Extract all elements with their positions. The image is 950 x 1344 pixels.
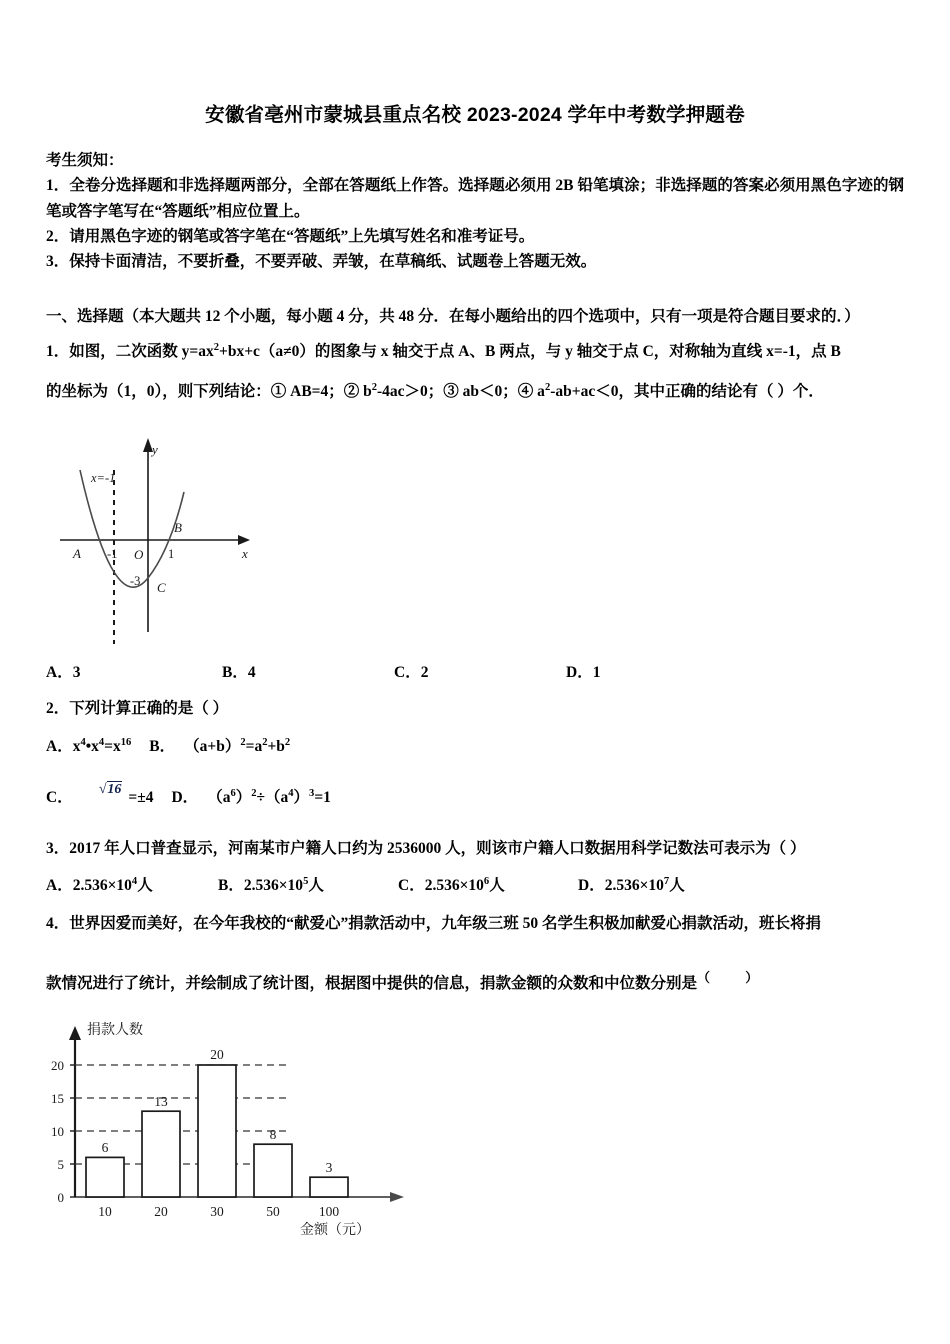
q3-option-d-base: 2.536×10 bbox=[604, 877, 664, 895]
bar-value-label-100: 3 bbox=[325, 1160, 333, 1175]
ytick-label-5: 5 bbox=[57, 1157, 64, 1172]
q2-option-a-sup3: 16 bbox=[120, 736, 132, 748]
square-root-icon: √16 bbox=[98, 781, 122, 797]
y-axis-label: y bbox=[152, 442, 158, 457]
q2-option-a-base1: x bbox=[72, 737, 81, 755]
parabola-curve bbox=[80, 470, 184, 587]
notice-item-3: 3．保持卡面清洁，不要折叠，不要弄破、弄皱，在草稿纸、试题卷上答题无效。 bbox=[46, 252, 597, 270]
x-axis-label: x bbox=[242, 546, 248, 561]
question-2-option-d[interactable] bbox=[171, 789, 330, 806]
q2-option-d-s3: 4 bbox=[288, 787, 294, 799]
parabola-svg bbox=[52, 432, 302, 664]
q2-option-a-eq: =x bbox=[104, 737, 121, 755]
question-3-option-d[interactable] bbox=[578, 873, 685, 895]
question-1-text-c: 的坐标为（1，0），则下列结论：① AB=4；② b bbox=[46, 382, 372, 400]
q3-option-c-sup: 6 bbox=[483, 876, 490, 888]
question-1-text-d: -4ac＞0；③ ab＜0；④ a bbox=[377, 382, 545, 400]
option-d-text: 1 bbox=[592, 663, 601, 681]
bar-x-axis-arrow bbox=[390, 1192, 404, 1202]
q2-option-b-t2: =a bbox=[245, 737, 263, 755]
q2-option-a-tag: A． bbox=[46, 737, 73, 755]
bar-y-axis-arrow bbox=[69, 1026, 81, 1040]
question-3-option-a[interactable] bbox=[46, 873, 218, 895]
q3-option-b-tag: B． bbox=[218, 877, 244, 895]
question-1-sup-3: 2 bbox=[544, 381, 551, 393]
xtick-label-30: 30 bbox=[210, 1204, 224, 1219]
q2-option-b-t3: +b bbox=[267, 737, 285, 755]
q3-option-a-tag: A． bbox=[46, 877, 73, 895]
bar-100 bbox=[310, 1177, 348, 1197]
question-3-number: 3． bbox=[46, 840, 70, 858]
q2-option-d-t2: ） bbox=[235, 788, 252, 806]
question-2-text: 下列计算正确的是（ ） bbox=[69, 699, 229, 717]
q3-option-b-unit: 人 bbox=[308, 877, 324, 895]
q2-option-b-t1: （a+b） bbox=[184, 737, 241, 755]
option-b-text: 4 bbox=[247, 663, 256, 681]
bar-10 bbox=[86, 1157, 124, 1197]
q3-option-a-unit: 人 bbox=[137, 877, 153, 895]
tick-label-neg1: -1 bbox=[107, 547, 118, 561]
section-heading-multiple-choice: 一、选择题（本大题共 12 个小题，每小题 4 分，共 48 分．在每小题给出的四个选项中，只有一项是符合题目要求的．） bbox=[46, 307, 860, 325]
q2-option-a-sup2: 4 bbox=[98, 736, 105, 748]
question-1-sup-2: 2 bbox=[371, 381, 378, 393]
option-c-text: 2 bbox=[420, 663, 429, 681]
point-b-label: B bbox=[174, 520, 182, 535]
q2-option-d-s2: 2 bbox=[251, 787, 257, 799]
bar-50 bbox=[254, 1144, 292, 1197]
ytick-label-15: 15 bbox=[51, 1091, 64, 1106]
q3-option-a-base: 2.536×10 bbox=[72, 877, 132, 895]
q2-option-a-mid: •x bbox=[85, 737, 99, 755]
question-1-option-c[interactable] bbox=[394, 660, 566, 682]
q3-option-d-tag: D． bbox=[578, 877, 605, 895]
question-4-stem-line2 bbox=[46, 971, 904, 996]
question-2-options-row1 bbox=[46, 735, 904, 760]
question-2-option-a[interactable] bbox=[46, 738, 131, 755]
question-1-option-d[interactable] bbox=[566, 660, 600, 682]
page-title: 安徽省亳州市蒙城县重点名校 2023-2024 学年中考数学押题卷 bbox=[205, 104, 745, 126]
question-1-sup-1: 2 bbox=[213, 342, 219, 354]
q2-option-c-tag: C． bbox=[46, 788, 73, 806]
ytick-label-0: 0 bbox=[57, 1190, 64, 1205]
q3-option-d-unit: 人 bbox=[669, 877, 685, 895]
q2-option-d-s1: 6 bbox=[230, 787, 236, 799]
question-3-option-c[interactable] bbox=[398, 873, 578, 895]
question-2-option-c[interactable] bbox=[46, 781, 154, 806]
bar-value-label-30: 20 bbox=[210, 1047, 224, 1062]
question-4-stem-line1 bbox=[46, 911, 904, 936]
q2-option-d-tag: D． bbox=[171, 788, 199, 806]
q3-option-d-sup: 7 bbox=[663, 876, 670, 888]
question-1-text-e: -ab+ac＜0，其中正确的结论有（ ）个． bbox=[550, 382, 824, 400]
xtick-label-50: 50 bbox=[266, 1204, 280, 1219]
q3-option-b-sup: 5 bbox=[303, 876, 309, 888]
question-1-text-a: 如图，二次函数 y=ax bbox=[69, 343, 214, 361]
x-axis-arrow bbox=[238, 535, 250, 545]
question-1-stem-line2 bbox=[46, 379, 904, 404]
question-2-number: 2． bbox=[46, 699, 70, 717]
question-2-options-row2 bbox=[46, 781, 904, 811]
q2-option-b-s3: 2 bbox=[284, 736, 291, 748]
bar-y-axis-title: 捐款人数 bbox=[87, 1023, 143, 1038]
tick-label-neg3: -3 bbox=[130, 574, 141, 588]
bar-x-axis-title: 金额（元） bbox=[300, 1223, 370, 1238]
question-4-text-1: 世界因爱而美好，在今年我校的“献爱心”捐款活动中，九年级三班 50 名学生积极加献爱心捐款活动，班长将捐 bbox=[69, 915, 822, 933]
q2-option-b-s2: 2 bbox=[262, 736, 268, 748]
bar-value-label-50: 8 bbox=[269, 1127, 277, 1142]
question-4-text-2: 款情况进行了统计，并绘制成了统计图，根据图中提供的信息，捐款金额的众数和中位数分别是 bbox=[46, 974, 698, 992]
point-c-label: C bbox=[157, 580, 166, 595]
question-1-number: 1． bbox=[46, 343, 70, 361]
q2-option-d-t5: =1 bbox=[314, 788, 331, 806]
question-2-stem bbox=[46, 696, 904, 721]
q2-option-c-eq: =±4 bbox=[128, 788, 154, 806]
q3-option-c-tag: C． bbox=[398, 877, 425, 895]
axis-symmetry-label: x=-1 bbox=[91, 471, 116, 485]
question-2-option-b[interactable] bbox=[149, 738, 290, 755]
question-4-number: 4． bbox=[46, 915, 70, 933]
q2-option-d-s4: 3 bbox=[309, 787, 315, 799]
question-1-text-b: +bx+c（a≠0）的图象与 x 轴交于点 A、B 两点，与 y 轴交于点 C，对称轴为直线 x=-1，点 B bbox=[219, 343, 841, 361]
q3-option-c-base: 2.536×10 bbox=[424, 877, 484, 895]
ytick-label-20: 20 bbox=[51, 1058, 64, 1073]
q2-option-d-t1: （a bbox=[207, 788, 231, 806]
option-c-tag: C． bbox=[394, 663, 421, 681]
bar-value-label-20: 13 bbox=[154, 1094, 168, 1109]
question-3-option-b[interactable] bbox=[218, 873, 398, 895]
q2-option-c-radicand: 16 bbox=[107, 781, 122, 797]
origin-label: O bbox=[134, 547, 144, 562]
q3-option-b-base: 2.536×10 bbox=[243, 877, 304, 895]
question-4-answer-paren: （ ） bbox=[697, 969, 775, 985]
bar-20 bbox=[142, 1111, 180, 1197]
xtick-label-10: 10 bbox=[98, 1204, 112, 1219]
option-a-tag: A． bbox=[46, 663, 73, 681]
option-b-tag: B． bbox=[222, 663, 248, 681]
bar-chart-svg bbox=[42, 1012, 432, 1240]
bar-value-label-10: 6 bbox=[101, 1140, 109, 1155]
xtick-label-100: 100 bbox=[318, 1204, 340, 1219]
tick-label-1: 1 bbox=[168, 547, 175, 561]
question-3-options bbox=[46, 873, 904, 895]
notice-heading: 考生须知： bbox=[46, 152, 124, 170]
option-d-tag: D． bbox=[566, 663, 593, 681]
q2-option-d-t3: ÷（a bbox=[256, 788, 289, 806]
notice-item-2: 2．请用黑色字迹的钢笔或答字笔在“答题纸”上先填写姓名和准考证号。 bbox=[46, 227, 535, 245]
figure-bar-chart bbox=[42, 1012, 432, 1240]
bar-30 bbox=[198, 1065, 236, 1197]
notice-item-1: 1．全卷分选择题和非选择题两部分，全部在答题纸上作答。选择题必须用 2B 铅笔填涂；非选择题的答案必须用黑色字迹的钢笔或答字笔写在“答题纸”相应位置上。 bbox=[46, 177, 904, 220]
xtick-label-20: 20 bbox=[154, 1204, 168, 1219]
q3-option-a-sup: 4 bbox=[131, 876, 138, 888]
q2-option-d-t4: ） bbox=[293, 788, 310, 806]
q2-option-b-s1: 2 bbox=[240, 736, 246, 748]
figure-parabola bbox=[52, 432, 302, 664]
q3-option-c-unit: 人 bbox=[489, 877, 505, 895]
option-a-text: 3 bbox=[72, 663, 81, 681]
ytick-label-10: 10 bbox=[51, 1124, 64, 1139]
question-3-text: 2017 年人口普查显示，河南某市户籍人口约为 2536000 人，则该市户籍人口数据用科学记数法可表示为（ ） bbox=[69, 840, 806, 858]
q2-option-a-sup1: 4 bbox=[80, 736, 86, 748]
point-a-label: A bbox=[73, 546, 81, 561]
question-1-stem bbox=[46, 339, 904, 364]
q2-option-b-tag: B． bbox=[149, 737, 176, 755]
question-3-stem bbox=[46, 836, 904, 861]
